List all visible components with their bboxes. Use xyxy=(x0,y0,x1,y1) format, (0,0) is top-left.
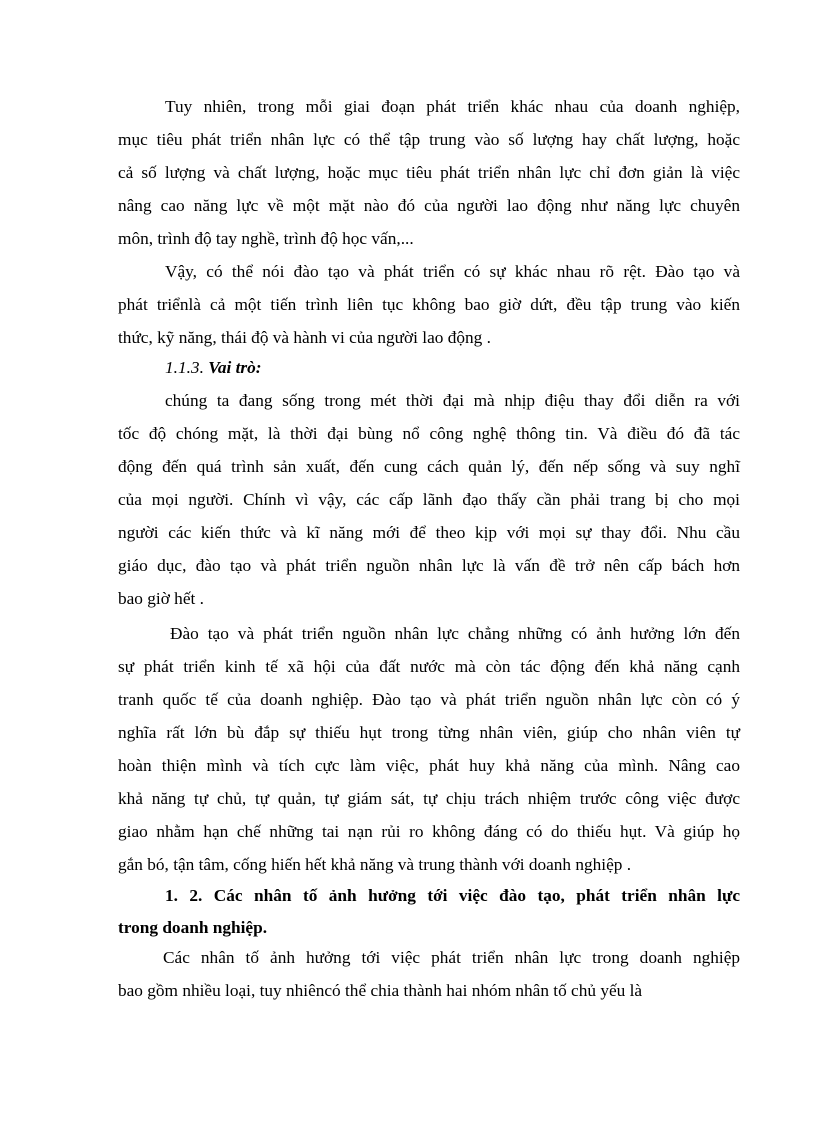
paragraph-line: môn, trình độ tay nghề, trình độ học vấn,... xyxy=(118,229,414,248)
paragraph-line: giáo dục, đào tạo và phát triển nguồn nhân lực là vấn đề trở nên cấp bách hơn xyxy=(118,556,740,575)
paragraph-line: bao giờ hết . xyxy=(118,589,204,608)
paragraph-line: Các nhân tố ảnh hưởng tới việc phát triển nhân lực trong doanh nghiệp xyxy=(163,948,740,967)
section-heading-1-2: 1. 2. Các nhân tố ảnh hưởng tới việc đào tạo, phát triển nhân lực xyxy=(165,886,740,905)
paragraph-line: thức, kỹ năng, thái độ và hành vi của người lao động . xyxy=(118,328,491,347)
paragraph-line: mục tiêu phát triển nhân lực có thể tập trung vào số lượng hay chất lượng, hoặc xyxy=(118,130,740,149)
paragraph-line: tranh quốc tế của doanh nghiệp. Đào tạo và phát triển nguồn nhân lực còn có ý xyxy=(118,690,740,709)
paragraph-line: động đến quá trình sản xuất, đến cung cách quản lý, đến nếp sống và suy nghĩ xyxy=(118,457,740,476)
section-title: Vai trò: xyxy=(208,358,262,377)
paragraph-line: Tuy nhiên, trong mỗi giai đoạn phát triển khác nhau của doanh nghiệp, xyxy=(165,97,740,116)
paragraph-line: phát triểnlà cả một tiến trình liên tục không bao giờ dứt, đều tập trung vào kiến xyxy=(118,295,740,314)
section-heading-vai-tro xyxy=(165,353,262,383)
paragraph-line: khả năng tự chủ, tự quản, tự giám sát, tự chịu trách nhiệm trước công việc được xyxy=(118,789,740,808)
paragraph-line: tốc độ chóng mặt, là thời đại bùng nổ công nghệ thông tin. Và điều đó đã tác xyxy=(118,424,740,443)
paragraph-line: nghĩa rất lớn bù đắp sự thiếu hụt trong từng nhân viên, giúp cho nhân viên tự xyxy=(118,723,740,742)
paragraph-line: gắn bó, tận tâm, cống hiến hết khả năng và trung thành với doanh nghiệp . xyxy=(118,855,632,874)
paragraph-line: người các kiến thức và kĩ năng mới để theo kịp với mọi sự thay đổi. Nhu cầu xyxy=(118,523,740,542)
paragraph-line: Đào tạo và phát triển nguồn nhân lực chẳng những có ảnh hưởng lớn đến xyxy=(170,624,740,643)
section-number: 1.1.3. xyxy=(165,358,204,377)
paragraph-line: cả số lượng và chất lượng, hoặc mục tiêu phát triển nhân lực chỉ đơn giản là việc xyxy=(118,163,740,182)
paragraph-line: sự phát triển kinh tế xã hội của đất nước mà còn tác động đến khả năng cạnh xyxy=(118,657,740,676)
paragraph-line: của mọi người. Chính vì vậy, các cấp lãnh đạo thấy cần phải trang bị cho mọi xyxy=(118,490,740,509)
paragraph-line: nâng cao năng lực về một mặt nào đó của người lao động như năng lực chuyên xyxy=(118,196,740,215)
paragraph-line: bao gồm nhiều loại, tuy nhiêncó thể chia thành hai nhóm nhân tố chủ yếu là xyxy=(118,981,643,1000)
paragraph-line: hoàn thiện mình và tích cực làm việc, phát huy khả năng của mình. Nâng cao xyxy=(118,756,740,775)
section-heading-1-2-cont: trong doanh nghiệp. xyxy=(118,918,268,937)
paragraph-line: Vậy, có thể nói đào tạo và phát triển có sự khác nhau rõ rệt. Đào tạo và xyxy=(165,262,740,281)
paragraph-line: chúng ta đang sống trong mét thời đại mà nhịp điệu thay đổi diễn ra với xyxy=(165,391,740,410)
paragraph-line: giao nhằm hạn chế những tai nạn rủi ro không đáng có do thiếu hụt. Và giúp họ xyxy=(118,822,740,841)
